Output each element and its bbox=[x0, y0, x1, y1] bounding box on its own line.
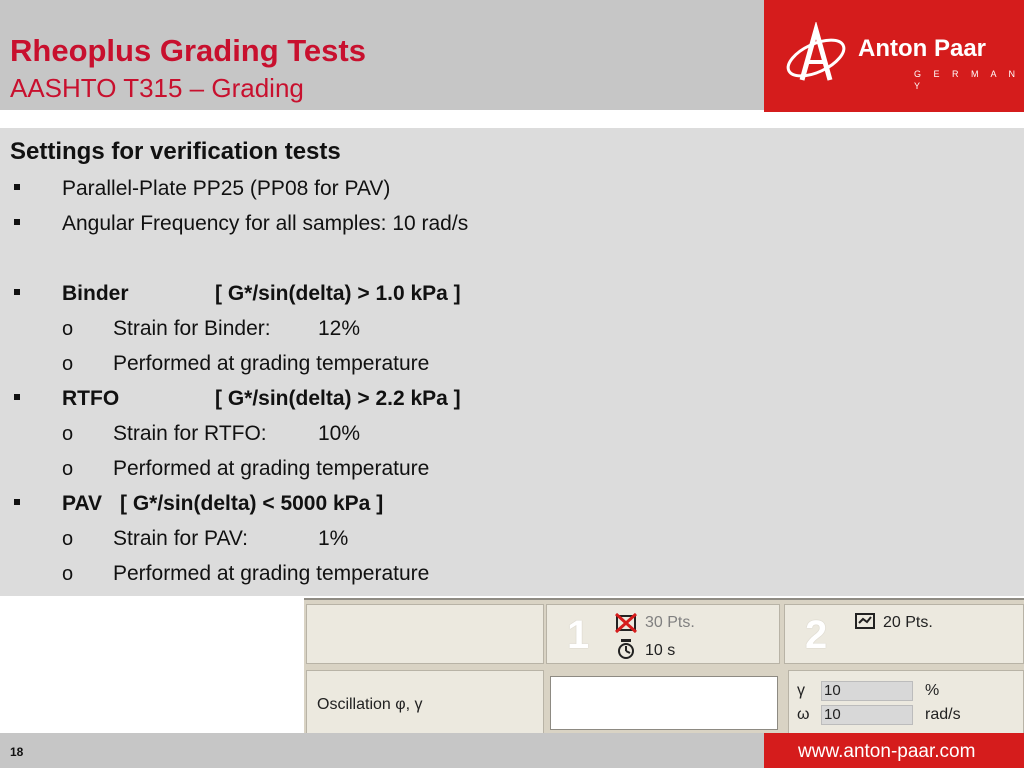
rtfo-performed: Performed at grading temperature bbox=[113, 457, 430, 480]
sub-bullet-icon: o bbox=[62, 353, 74, 375]
binder-strain-value: 12% bbox=[318, 317, 361, 340]
interval-2-points: 20 Pts. bbox=[883, 614, 933, 631]
header-empty-cell bbox=[306, 604, 544, 664]
bullet-square-icon bbox=[14, 499, 20, 505]
section-heading: Settings for verification tests bbox=[10, 138, 341, 165]
slide-title: Rheoplus Grading Tests bbox=[10, 33, 366, 68]
rtfo-strain-value: 10% bbox=[318, 422, 361, 445]
binder-label: Binder bbox=[62, 282, 129, 305]
interval-2-settings bbox=[788, 670, 1024, 734]
pav-strain-label: Strain for PAV: bbox=[113, 527, 248, 550]
binder-criteria: [ G*/sin(delta) > 1.0 kPa ] bbox=[215, 282, 461, 305]
points-disabled-icon bbox=[615, 613, 637, 633]
sub-bullet-icon: o bbox=[62, 318, 74, 340]
slide-subtitle: AASHTO T315 – Grading bbox=[10, 73, 304, 103]
oscillation-row-label bbox=[306, 670, 544, 734]
omega-symbol: ω bbox=[797, 706, 810, 723]
logo-country: G E R M A N Y bbox=[914, 69, 1021, 91]
bullet-square-icon bbox=[14, 394, 20, 400]
slide-header bbox=[0, 0, 764, 110]
bullet-geometry: Parallel-Plate PP25 (PP08 for PAV) bbox=[62, 177, 391, 200]
header-divider bbox=[0, 110, 764, 128]
sub-bullet-icon: o bbox=[62, 423, 74, 445]
sub-bullet-icon: o bbox=[62, 528, 74, 550]
rtfo-strain-label: Strain for RTFO: bbox=[113, 422, 267, 445]
gamma-field[interactable]: 10 bbox=[821, 681, 913, 701]
bullet-square-icon bbox=[14, 219, 20, 225]
binder-performed: Performed at grading temperature bbox=[113, 352, 430, 375]
pav-label: PAV bbox=[62, 492, 103, 515]
points-icon bbox=[855, 613, 875, 629]
anton-paar-logo-icon bbox=[782, 22, 852, 92]
bullet-square-icon bbox=[14, 289, 20, 295]
rtfo-criteria: [ G*/sin(delta) > 2.2 kPa ] bbox=[215, 387, 461, 410]
bullet-square-icon bbox=[14, 184, 20, 190]
content-panel bbox=[0, 128, 1024, 596]
interval-1-time: 10 s bbox=[645, 642, 676, 659]
pav-criteria: [ G*/sin(delta) < 5000 kPa ] bbox=[120, 492, 384, 515]
footer-brand-bar bbox=[764, 733, 1024, 768]
rtfo-label: RTFO bbox=[62, 387, 120, 410]
brand-logo-panel bbox=[764, 0, 1024, 112]
software-screenshot bbox=[304, 598, 1024, 734]
gamma-unit: % bbox=[925, 682, 940, 699]
pav-performed: Performed at grading temperature bbox=[113, 562, 430, 585]
sub-bullet-icon: o bbox=[62, 563, 74, 585]
omega-unit: rad/s bbox=[925, 706, 961, 723]
stopwatch-icon bbox=[617, 639, 635, 659]
gamma-symbol: γ bbox=[797, 682, 805, 699]
interval-1-points: 30 Pts. bbox=[645, 614, 695, 631]
interval-1-header[interactable] bbox=[546, 604, 780, 664]
pav-strain-value: 1% bbox=[318, 527, 349, 550]
sub-bullet-icon: o bbox=[62, 458, 74, 480]
website-link[interactable]: www.anton-paar.com bbox=[798, 741, 976, 762]
interval-1-settings-box[interactable] bbox=[550, 676, 778, 730]
interval-1-number: 1 bbox=[567, 613, 590, 657]
bullet-frequency: Angular Frequency for all samples: 10 rad/s bbox=[62, 212, 469, 235]
interval-2-header[interactable] bbox=[784, 604, 1024, 664]
page-number: 18 bbox=[10, 745, 24, 759]
omega-field[interactable]: 10 bbox=[821, 705, 913, 725]
binder-strain-label: Strain for Binder: bbox=[113, 317, 271, 340]
interval-2-number: 2 bbox=[805, 613, 828, 657]
oscillation-label: Oscillation φ, γ bbox=[317, 696, 423, 713]
logo-name: Anton Paar bbox=[858, 35, 987, 62]
slide-footer bbox=[0, 733, 764, 768]
